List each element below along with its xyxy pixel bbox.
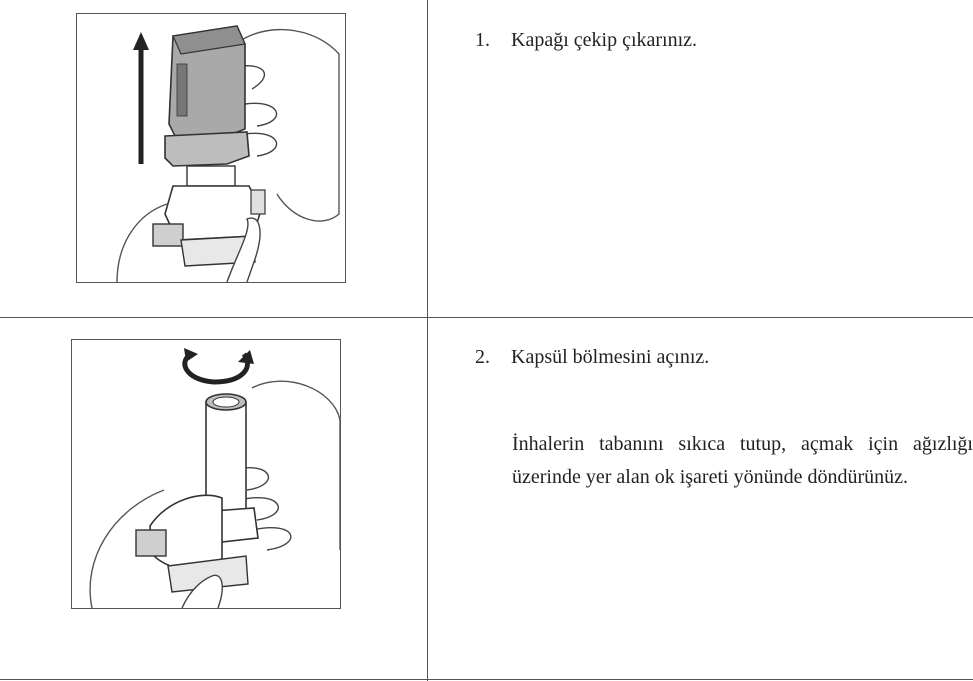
inhaler-cap-removal-illustration xyxy=(76,13,346,283)
step-2-heading xyxy=(475,345,709,369)
step-1-heading xyxy=(475,28,697,52)
inhaler-cap-removal-icon xyxy=(77,14,345,282)
step-number: 2. xyxy=(475,346,490,368)
step-number: 1. xyxy=(475,29,490,51)
inhaler-twist-open-icon xyxy=(72,340,340,608)
table-bottom-border xyxy=(0,679,973,680)
step-title: Kapsül bölmesini açınız. xyxy=(511,346,710,368)
row-divider xyxy=(0,317,973,318)
step-title: Kapağı çekip çıkarınız. xyxy=(511,29,698,51)
inhaler-twist-open-illustration xyxy=(71,339,341,609)
step-2-description: İnhalerin tabanını sıkıca tutup, açmak için ağızlığı üzerinde yer alan ok işareti yönünde döndürünüz. xyxy=(512,433,973,488)
column-divider xyxy=(427,0,428,681)
